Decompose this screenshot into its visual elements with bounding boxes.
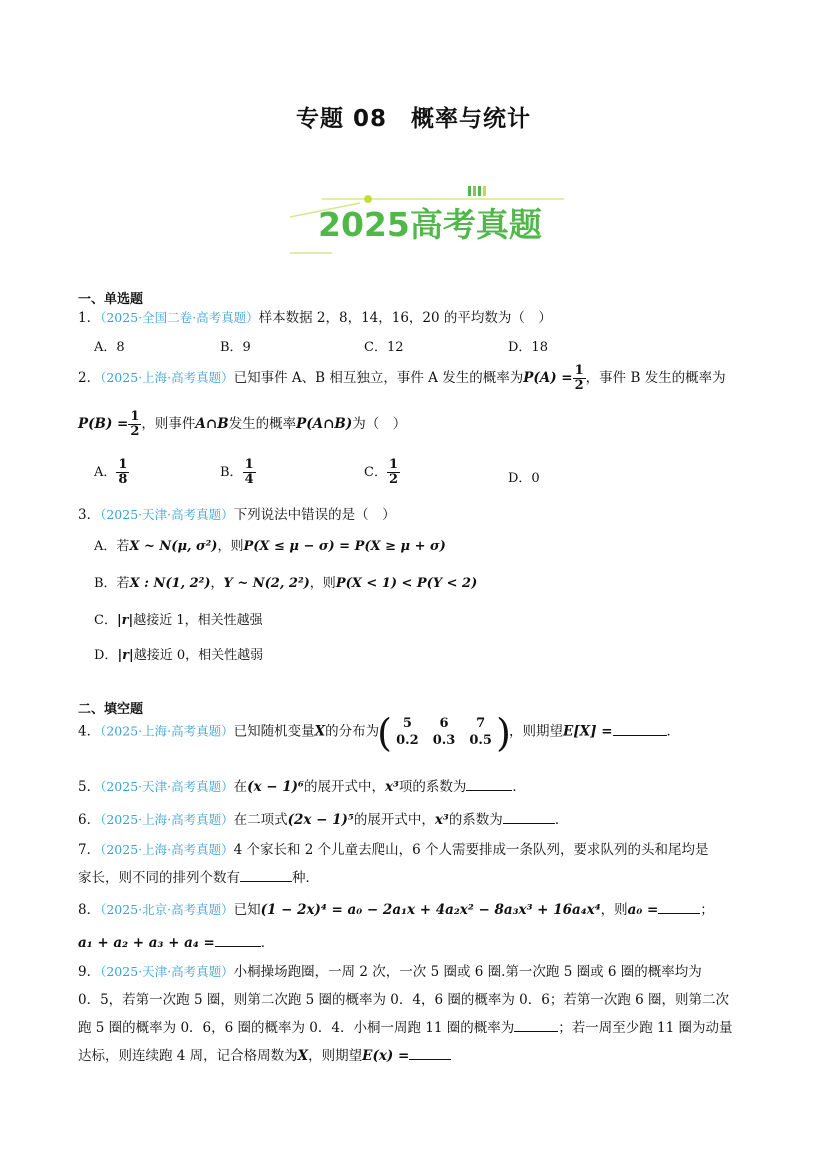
question-6 [78,808,568,828]
question-text: 已知事件 A、B 相互独立，事件 A 发生的概率为 [233,370,524,386]
math-p-intersection: P(A∩B) [296,416,353,432]
question-3 [78,503,396,523]
question-text: 跑 5 圈的概率为 0．6，6 圈的概率为 0．4．小桐一周跑 11 圈的概率为 [78,1020,515,1036]
option-label: B．若 [94,576,130,591]
math: X [314,723,326,740]
question-2 [78,364,726,393]
answer-blank[interactable] [240,869,292,882]
math: P(X < 1) < P(Y < 2) [335,576,478,591]
fraction [116,458,129,487]
math: a₀ = [627,902,659,918]
question-text: ． [666,723,681,740]
math: E[X] = [562,723,613,740]
option-text: ， [210,576,224,591]
matrix-cell: 0.5 [469,733,492,748]
answer-blank[interactable] [613,723,667,736]
banner-text: 2025高考真题 [318,205,542,244]
question-text: 种． [292,870,319,886]
question-text: 在二项式 [233,812,288,828]
question-text: ． [260,935,275,951]
math: E(x) = [362,1048,410,1064]
question-source: （2025·全国二卷·高考真题） [100,310,259,325]
question-text: 样本数据 2，8，14，16，20 的平均数为（ ） [258,310,552,326]
numerator: 1 [574,363,584,378]
question-text: 已知随机变量 [233,723,315,740]
math-pa: P(A) = [523,370,573,386]
option-a [94,535,446,554]
matrix-cell: 6 [439,716,449,731]
question-number: 1． [78,310,101,326]
question-text: ； [700,902,714,918]
question-text: ，事件 B 发生的概率为 [585,370,726,386]
question-number: 9． [78,964,101,980]
option-label: A． [94,465,117,480]
math: (1 − 2x)⁴ = a₀ − 2a₁x + 4a₂x² − 8a₃x³ + 16a₄x⁴ [260,902,601,918]
fraction-half [128,410,141,439]
answer-blank[interactable] [503,811,555,824]
math: x³ [384,779,399,795]
distribution-matrix [377,711,511,755]
question-text: 小桐操场跑圈，一周 2 次，一次 5 圈或 6 圈.第一次跑 5 圈或 6 圈的概率均为 [233,964,702,980]
banner [282,183,572,257]
question-text: ；若一周至少跑 11 圈为动量 [558,1020,733,1036]
option-d: D．0 [508,471,540,486]
question-number: 5． [78,779,101,795]
option-a: A．8 [94,340,125,355]
question-text: 下列说法中错误的是（ ） [233,507,396,523]
option-d [94,644,263,663]
math-pb: P(B) = [78,416,129,432]
question-text: ，则 [600,902,628,918]
denominator: 8 [118,472,128,487]
question-source: （2025·上海·高考真题） [100,842,234,857]
option-b [220,458,256,487]
option-b [94,572,477,591]
numerator: 1 [244,457,254,472]
option-c [364,458,400,487]
math: X [297,1048,309,1064]
question-text: 的分布为 [325,723,380,740]
right-paren: ) [496,711,511,755]
question-text: 发生的概率 [228,416,297,432]
question-text: ，则期望 [308,1048,363,1064]
answer-blank[interactable] [409,1047,451,1060]
question-source: （2025·上海·高考真题） [100,812,234,827]
question-4 [78,711,681,755]
question-text: ，则期望 [508,723,563,740]
question-text: 家长，则不同的排列个数有 [78,870,240,886]
answer-blank[interactable] [514,1019,558,1032]
fraction-half [573,364,586,393]
option-label: A．若 [94,539,130,554]
question-text: 已知 [233,902,261,918]
question-number: 8． [78,902,101,918]
question-number: 2． [78,370,101,386]
question-1 [78,306,552,326]
question-text: 达标，则连续跑 4 周，记合格周数为 [78,1048,298,1064]
math: |r| [117,648,134,663]
option-text: ，则 [309,576,336,591]
denominator: 4 [244,472,254,487]
question-text: 为（ ） [352,416,407,432]
question-2-line-2 [78,410,406,439]
math: x³ [434,812,449,828]
question-9-line-4 [78,1044,451,1064]
question-source: （2025·天津·高考真题） [100,964,234,979]
math: X : N(1, 2²) [129,576,211,591]
matrix-cell: 5 [402,716,412,731]
section-heading-single-choice: 一、单选题 [78,292,144,307]
question-text: 的展开式中， [303,779,385,795]
matrix-cell: 0.3 [432,733,456,748]
matrix-cell: 0.2 [396,733,419,748]
question-source: （2025·上海·高考真题） [100,370,234,385]
question-7-line-2 [78,866,319,886]
numerator: 1 [130,409,140,424]
option-label: B． [220,465,243,480]
question-9-line-2: 0．5，若第一次跑 5 圈，则第二次跑 5 圈的概率为 0．4，6 圈的概率为 0．6；若第一次跑 6 圈，则第二次 [78,992,730,1008]
question-number: 4． [78,723,101,740]
option-c [94,609,263,628]
option-a [94,458,129,487]
math: X ~ N(μ, σ²) [129,539,218,554]
question-text: ． [512,779,526,795]
answer-blank[interactable] [658,901,700,914]
option-text: ，则 [217,539,244,554]
option-c: C．12 [364,340,404,355]
question-source: （2025·北京·高考真题） [100,902,234,917]
numerator: 1 [118,457,128,472]
math: Y ~ N(2, 2²) [223,576,310,591]
section-heading-fill-in: 二、填空题 [78,702,144,717]
matrix-cell: 7 [476,716,486,731]
page-title: 专题 08 概率与统计 [295,106,531,132]
question-text: 4 个家长和 2 个儿童去爬山，6 个人需要排成一条队列，要求队列的头和尾均是 [233,842,709,858]
question-text: 在 [233,779,248,795]
question-7 [78,838,709,858]
question-9-line-3 [78,1016,733,1036]
numerator: 1 [388,457,398,472]
question-8 [78,898,714,918]
question-source: （2025·天津·高考真题） [100,507,234,522]
math: P(X ≤ μ − σ) = P(X ≥ μ + σ) [243,539,446,554]
question-text: 项的系数为 [398,779,467,795]
option-text: 越接近 0，相关性越弱 [133,648,264,663]
option-d: D．18 [508,340,548,355]
option-label: C． [364,465,387,480]
question-source: （2025·上海·高考真题） [100,723,234,739]
option-label: C． [94,613,117,628]
math: |r| [116,613,134,628]
left-paren: ( [377,711,392,755]
answer-blank[interactable] [466,778,512,791]
question-8-line-2 [78,931,274,951]
denominator: 2 [574,378,584,393]
question-number: 6． [78,812,101,828]
question-text: ． [554,812,569,828]
math: a₁ + a₂ + a₃ + a₄ = [78,935,215,951]
question-9 [78,960,702,980]
math-intersection: A∩B [195,416,229,432]
question-source: （2025·天津·高考真题） [100,779,234,794]
question-number: 7． [78,842,101,858]
question-number: 3． [78,507,101,523]
math: (x − 1)⁶ [247,779,304,795]
question-5 [78,775,526,795]
fraction [243,458,256,487]
option-text: 越接近 1，相关性越强 [133,613,263,628]
math: (2x − 1)⁵ [287,812,354,828]
question-text: 的系数为 [448,812,503,828]
denominator: 2 [388,472,398,487]
answer-blank[interactable] [215,934,261,947]
option-label: D． [94,648,118,663]
question-text: ，则事件 [141,416,196,432]
option-b: B．9 [220,340,251,355]
denominator: 2 [130,424,140,439]
question-text: 的展开式中， [353,812,435,828]
fraction [387,458,400,487]
